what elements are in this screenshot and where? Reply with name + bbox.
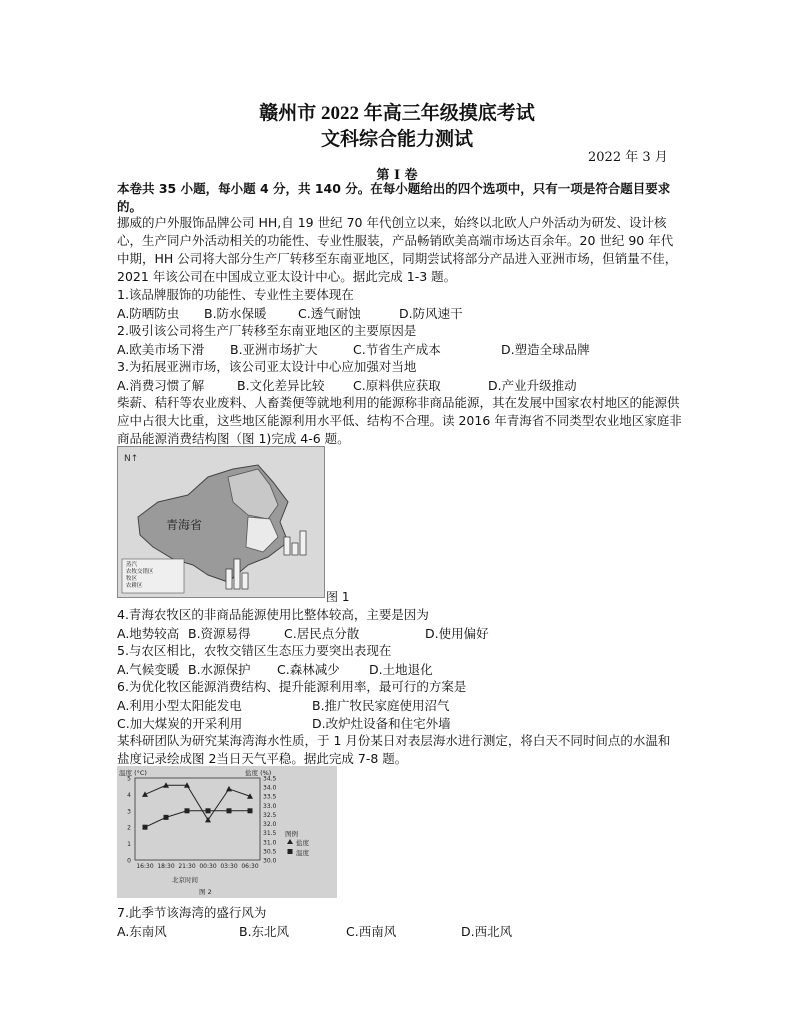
q7-option-a: A.东南风 bbox=[117, 924, 167, 939]
right-tick-label: 31.0 bbox=[263, 839, 277, 847]
temperature-point bbox=[248, 808, 253, 813]
x-tick-label: 03:30 bbox=[220, 863, 238, 870]
q4-option-c: C.居民点分散 bbox=[284, 626, 360, 641]
right-ticks bbox=[263, 776, 277, 865]
q3-option-b: B.文化差异比较 bbox=[237, 378, 325, 393]
right-tick-label: 30.0 bbox=[263, 857, 277, 865]
left-axis-label: 温度 (°C) bbox=[119, 769, 147, 777]
temperature-point bbox=[143, 825, 148, 830]
q1-option-a: A.防晒防虫 bbox=[117, 306, 180, 321]
q5-option-a: A.气候变暖 bbox=[117, 662, 180, 677]
left-ticks bbox=[127, 776, 131, 865]
exam-date: 2022 年 3 月 bbox=[588, 150, 668, 165]
q3-option-a: A.消费习惯了解 bbox=[117, 378, 205, 393]
left-tick-label: 5 bbox=[127, 775, 131, 783]
right-tick-label: 30.5 bbox=[263, 848, 277, 856]
map-label: 青海省 bbox=[166, 518, 203, 532]
q6-option-d: D.改炉灶设备和住宅外墙 bbox=[312, 716, 451, 731]
passage-3: 某科研团队为研究某海湾海水性质，于 1 月份某日对表层海水进行测定，将白天不同时间点的水温和盐度记录绘成图 2当日天气平稳。据此完成 7-8 题。 bbox=[117, 733, 671, 766]
left-tick-label: 3 bbox=[127, 808, 131, 816]
passage-1: 挪威的户外服饰品牌公司 HH,自 19 世纪 70 年代创立以来，始终以北欧人户外活动为研发、设计核心，生产同户外活动相关的功能性、专业性服装，产品畅销欧美高端市场达百余年。20 世纪 90 年代中期，HH 公司将大部分生产厂转移至东南亚地区，同期尝试将部分产品进入亚洲市场，但销量不佳，2021 年该公司在中国成立亚太设计中心。据此完成 1-3 题。 bbox=[117, 215, 678, 284]
q3-option-d: D.产业升级推动 bbox=[488, 378, 577, 393]
left-tick-label: 1 bbox=[127, 841, 131, 849]
passage-2: 柴薪、秸秆等农业废料、人畜粪便等就地利用的能源称非商品能源，其在发展中国家农村地区的能源供应中占很大比重，这些地区能源利用水平低、结构不合理。读 2016 年青海省不同类型农业地区家庭非商品能源消费结构图（图 1)完成 4-6 题。 bbox=[117, 395, 682, 446]
q6-option-c: C.加大煤炭的开采利用 bbox=[117, 716, 243, 731]
left-tick-label: 4 bbox=[127, 791, 131, 799]
q7-option-b: B.东北风 bbox=[239, 924, 290, 939]
x-tick-label: 21:30 bbox=[178, 863, 196, 870]
right-tick-label: 33.5 bbox=[263, 793, 277, 801]
q1-option-b: B.防水保暖 bbox=[204, 306, 267, 321]
left-tick-label: 0 bbox=[127, 857, 131, 865]
q2-option-c: C.节省生产成本 bbox=[353, 342, 441, 357]
q4-option-b: B.资源易得 bbox=[188, 626, 251, 641]
exam-subtitle: 文科综合能力测试 bbox=[320, 129, 473, 150]
question-4-stem: 4.青海农牧区的非商品能源使用比整体较高，主要是因为 bbox=[117, 607, 429, 622]
question-6-stem: 6.为优化牧区能源消费结构、提升能源利用率，最可行的方案是 bbox=[117, 679, 467, 694]
section-heading: 第 I 卷 bbox=[376, 168, 418, 183]
left-tick-label: 2 bbox=[127, 824, 131, 832]
temperature-point bbox=[164, 815, 169, 820]
legend-temperature: 温度 bbox=[296, 849, 309, 857]
question-1-stem: 1.该品牌服饰的功能性、专业性主要体现在 bbox=[117, 287, 354, 302]
temperature-point bbox=[227, 808, 232, 813]
x-tick-label: 16:30 bbox=[136, 863, 154, 870]
question-7-stem: 7.此季节该海湾的盛行风为 bbox=[117, 905, 267, 920]
salinity-point bbox=[226, 786, 232, 792]
north-arrow-icon: N↑ bbox=[124, 454, 139, 464]
temperature-point bbox=[206, 808, 211, 813]
figure-2-chart bbox=[117, 766, 337, 898]
right-tick-label: 32.5 bbox=[263, 811, 277, 819]
right-tick-label: 32.0 bbox=[263, 821, 277, 829]
right-tick-label: 34.0 bbox=[263, 784, 277, 792]
figure-1-map bbox=[117, 446, 325, 598]
q5-option-d: D.土地退化 bbox=[369, 662, 433, 677]
x-axis-label: 北京时间 bbox=[172, 876, 198, 884]
x-tick-label: 06:30 bbox=[241, 863, 259, 870]
q1-option-c: C.透气耐蚀 bbox=[298, 306, 361, 321]
x-tick-label: 00:30 bbox=[199, 863, 217, 870]
q7-option-c: C.西南风 bbox=[346, 924, 397, 939]
question-2-stem: 2.吸引该公司将生产厂转移至东南亚地区的主要原因是 bbox=[117, 323, 417, 338]
exam-title: 赣州市 2022 年高三年级摸底考试 bbox=[259, 103, 535, 124]
legend-salinity: 盐度 bbox=[296, 839, 309, 847]
legend-title: 图例 bbox=[285, 830, 298, 838]
question-3-stem: 3.为拓展亚洲市场，该公司亚太设计中心应加强对当地 bbox=[117, 359, 417, 374]
salinity-point bbox=[142, 791, 148, 797]
figure-1-caption: 图 1 bbox=[326, 590, 350, 604]
temperature-point bbox=[185, 808, 190, 813]
figure-2-caption: 图 2 bbox=[199, 888, 212, 896]
right-axis-label: 盐度 (%) bbox=[245, 769, 272, 777]
q3-option-c: C.原料供应获取 bbox=[353, 378, 441, 393]
q5-option-b: B.水源保护 bbox=[188, 662, 251, 677]
x-ticks bbox=[136, 863, 258, 870]
q1-option-d: D.防风速干 bbox=[399, 306, 463, 321]
temperature-legend-marker bbox=[288, 849, 293, 854]
q2-option-b: B.亚洲市场扩大 bbox=[230, 342, 318, 357]
right-tick-label: 34.5 bbox=[263, 775, 277, 783]
data-series bbox=[142, 782, 253, 829]
q2-option-a: A.欧美市场下滑 bbox=[117, 342, 205, 357]
q4-option-d: D.使用偏好 bbox=[425, 626, 489, 641]
q6-option-a: A.利用小型太阳能发电 bbox=[117, 698, 242, 713]
q5-option-c: C.森林减少 bbox=[277, 662, 340, 677]
temperature-salinity-chart bbox=[117, 766, 337, 898]
x-tick-label: 18:30 bbox=[157, 863, 175, 870]
q4-option-a: A.地势较高 bbox=[117, 626, 180, 641]
right-tick-label: 31.5 bbox=[263, 830, 277, 838]
salinity-point bbox=[205, 817, 211, 823]
q6-option-b: B.推广牧民家庭使用沼气 bbox=[312, 698, 450, 713]
q2-option-d: D.塑造全球品牌 bbox=[501, 342, 590, 357]
temperature-line bbox=[145, 811, 250, 827]
salinity-line bbox=[145, 785, 250, 820]
q7-option-d: D.西北风 bbox=[461, 924, 513, 939]
instructions: 本卷共 35 小题，每小题 4 分，共 140 分。在每小题给出的四个选项中，只有一项是符合题目要求的。 bbox=[117, 181, 671, 214]
right-tick-label: 33.0 bbox=[263, 802, 277, 810]
map-legend-items: 蒸汽 农牧交错区 牧区 农耕区 bbox=[126, 562, 154, 589]
question-5-stem: 5.与农区相比，农牧交错区生态压力要突出表现在 bbox=[117, 643, 392, 658]
salinity-legend-marker bbox=[287, 839, 293, 844]
